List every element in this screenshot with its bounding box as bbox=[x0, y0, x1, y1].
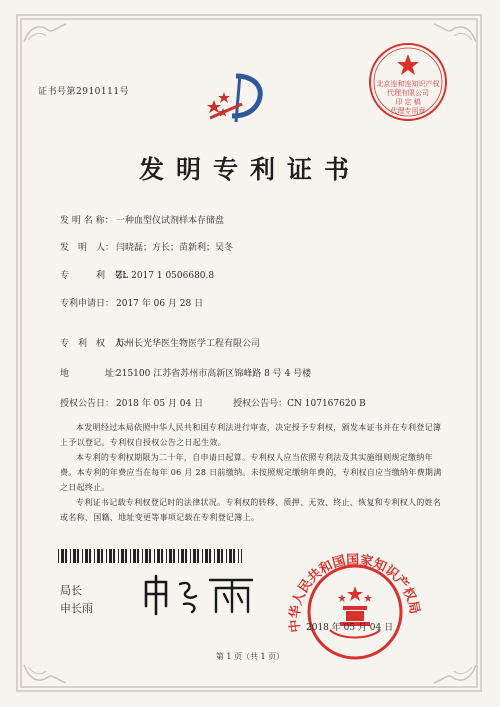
barcode-bar bbox=[137, 549, 139, 563]
barcode-bar bbox=[202, 549, 203, 563]
patent-office-emblem-icon bbox=[206, 70, 270, 126]
barcode-bar bbox=[142, 549, 143, 563]
barcode-bar bbox=[181, 549, 184, 563]
barcode-bar bbox=[97, 549, 100, 563]
barcode-bar bbox=[241, 549, 242, 563]
barcode-bar bbox=[73, 549, 76, 563]
application-date-label: 专利申请日： bbox=[60, 299, 115, 309]
barcode-bar bbox=[106, 549, 107, 563]
national-ip-office-seal bbox=[280, 550, 430, 660]
barcode-bar bbox=[169, 549, 172, 563]
corner-ornament bbox=[432, 663, 478, 687]
barcode-bar bbox=[113, 549, 115, 563]
barcode-bar bbox=[161, 549, 163, 563]
barcode-bar bbox=[233, 549, 235, 563]
inventors-label: 发 明 人： bbox=[60, 243, 115, 253]
body-paragraph: 本发明经过本局依照中华人民共和国专利法进行审查，决定授予专利权，颁发本证书并在专利登记簿上予以登记。专利权自授权公告之日起生效。 bbox=[60, 423, 442, 447]
barcode-bar bbox=[109, 549, 112, 563]
barcode-bar bbox=[61, 549, 64, 563]
patent-number: ZL 2017 1 0506680.8 bbox=[116, 271, 215, 281]
address: 215100 江苏省苏州市高新区锦峰路 8 号 4 号楼 bbox=[116, 369, 312, 379]
certificate-body bbox=[60, 420, 448, 525]
grant-number: CN 107167620 B bbox=[287, 399, 366, 409]
corner-ornament bbox=[22, 20, 68, 44]
barcode-bar bbox=[205, 549, 208, 563]
grant-date-label: 授权公告日： bbox=[60, 399, 115, 409]
agency-seal-text: 印 定 稿 bbox=[395, 98, 421, 106]
seal-date: 2018 年 05 月 04 日 bbox=[306, 623, 394, 633]
barcode-bar bbox=[70, 549, 71, 563]
patent-number-label: 专 利 号： bbox=[60, 271, 133, 281]
address-label: 地 址： bbox=[60, 369, 124, 379]
barcode-bar bbox=[130, 549, 131, 563]
certificate-title: 发明专利证书 bbox=[138, 155, 361, 184]
director-title: 局长 bbox=[60, 584, 82, 597]
barcode-bar bbox=[101, 549, 103, 563]
director-signature bbox=[140, 572, 260, 616]
patent-number-row bbox=[60, 268, 214, 281]
barcode-bar bbox=[197, 549, 199, 563]
barcode-bar bbox=[89, 549, 91, 563]
national-seal-text: 中华人民共和国国家知识产权局 bbox=[287, 552, 422, 634]
barcode-bar bbox=[185, 549, 187, 563]
inventors-row bbox=[60, 240, 233, 253]
grant-date: 2018 年 05 月 04 日 bbox=[116, 399, 204, 409]
corner-ornament bbox=[22, 663, 68, 687]
inventors: 闫晓磊；方长；苗新利；吴冬 bbox=[116, 243, 234, 253]
invention-name: 一种血型仪试剂样本存储盘 bbox=[116, 216, 225, 226]
body-paragraph: 本专利的专利权期限为二十年，自申请日起算。专利权人应当依照专利法及其实施细则规定缴纳年费。本专利的年费应当在每年 06 月 28 日前缴纳。未按照规定缴纳年费的，专利权自应当缴纳年费期满之日起终止。 bbox=[60, 453, 442, 492]
barcode-bar bbox=[217, 549, 220, 563]
address-row bbox=[60, 366, 311, 379]
invention-name-row bbox=[60, 213, 224, 226]
barcode-bar bbox=[118, 549, 119, 563]
grant-row bbox=[60, 396, 366, 409]
agency-seal bbox=[366, 40, 450, 124]
application-date: 2017 年 06 月 28 日 bbox=[116, 299, 204, 309]
barcode-icon bbox=[58, 548, 242, 562]
barcode-bar bbox=[209, 549, 211, 563]
patentee-label: 专 利 权 人： bbox=[60, 339, 133, 349]
barcode-bar bbox=[149, 549, 151, 563]
invention-name-label: 发 明 名 称： bbox=[60, 216, 114, 226]
barcode-bar bbox=[178, 549, 179, 563]
barcode-bar bbox=[145, 549, 148, 563]
barcode-bar bbox=[85, 549, 88, 563]
barcode-bar bbox=[121, 549, 124, 563]
barcode-bar bbox=[229, 549, 232, 563]
barcode-bar bbox=[190, 549, 191, 563]
barcode-bar bbox=[238, 549, 239, 563]
barcode-bar bbox=[125, 549, 127, 563]
application-date-row bbox=[60, 296, 203, 309]
barcode-bar bbox=[173, 549, 175, 563]
patentee-row bbox=[60, 336, 260, 349]
barcode-bar bbox=[214, 549, 215, 563]
patentee: 苏州长光华医生物医学工程有限公司 bbox=[116, 339, 261, 349]
certificate-number: 证书号第2910111号 bbox=[38, 87, 130, 97]
barcode-bar bbox=[157, 549, 160, 563]
director-name: 申长雨 bbox=[60, 602, 93, 615]
grant-number-label: 授权公告号： bbox=[233, 399, 288, 409]
barcode-bar bbox=[82, 549, 83, 563]
body-paragraph: 专利证书记载专利权登记时的法律状况。专利权的转移、质押、无效、终止、恢复和专利权人的姓名或名称、国籍、地址变更等事项记载在专利登记簿上。 bbox=[60, 498, 442, 522]
agency-seal-text: 北京连和连知识产权 bbox=[376, 80, 440, 88]
barcode-bar bbox=[94, 549, 95, 563]
barcode-bar bbox=[65, 549, 67, 563]
barcode-bar bbox=[58, 549, 59, 563]
barcode-bar bbox=[77, 549, 79, 563]
agency-seal-text: 代理有限公司 bbox=[387, 89, 429, 97]
agency-seal-text: 代理专用章 bbox=[390, 107, 426, 115]
barcode-bar bbox=[133, 549, 136, 563]
barcode-bar bbox=[226, 549, 227, 563]
barcode-bar bbox=[193, 549, 196, 563]
page-footer: 第 1 页（共 1 页） bbox=[215, 652, 285, 661]
barcode-bar bbox=[154, 549, 155, 563]
barcode-bar bbox=[221, 549, 223, 563]
barcode-bar bbox=[166, 549, 167, 563]
